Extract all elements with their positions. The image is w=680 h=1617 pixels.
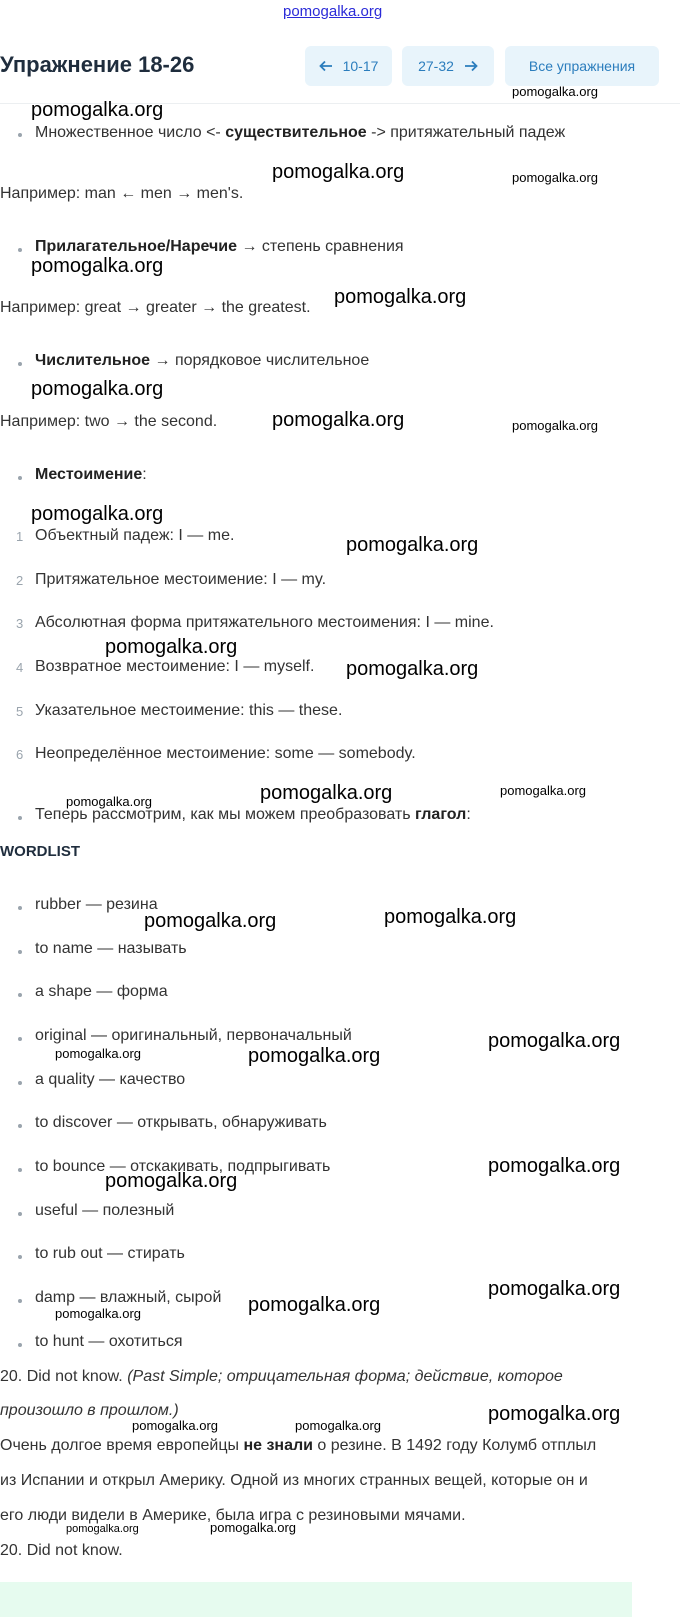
watermark: pomogalka.org <box>384 906 517 928</box>
list-number: 1 <box>16 529 24 544</box>
watermark: pomogalka.org <box>272 161 405 183</box>
list-number: 4 <box>16 660 24 675</box>
list-item-adjective: Прилагательное/Наречие → степень сравнения <box>35 238 404 255</box>
prev-exercises-button[interactable] <box>305 46 392 86</box>
bullet-dot <box>18 1299 22 1303</box>
example-noun: Например: man ← men → men's. <box>0 185 244 202</box>
watermark: pomogalka.org <box>295 1418 381 1433</box>
word-item: original — оригинальный, первоначальный <box>35 1027 352 1044</box>
watermark: pomogalka.org <box>248 1294 381 1316</box>
paragraph-line: из Испании и открыл Америку. Одной из многих странных вещей, которые он и <box>0 1472 588 1489</box>
all-exercises-label: Все упражнения <box>528 58 636 74</box>
pronoun-item: Указательное местоимение: this — these. <box>35 702 343 719</box>
prev-exercises-label: 10-17 <box>342 58 379 74</box>
watermark: pomogalka.org <box>31 99 164 121</box>
pronoun-item: Возвратное местоимение: I — myself. <box>35 658 315 675</box>
bullet-dot <box>18 1255 22 1259</box>
list-number: 6 <box>16 747 24 762</box>
paragraph-line: Очень долгое время европейцы не знали о резине. В 1492 году Колумб отплыл <box>0 1437 597 1454</box>
all-exercises-button[interactable] <box>505 46 659 86</box>
next-exercises-button[interactable] <box>402 46 494 86</box>
list-number: 3 <box>16 616 24 631</box>
word-item: to discover — открывать, обнаруживать <box>35 1114 327 1131</box>
site-link[interactable]: pomogalka.org <box>283 3 383 20</box>
watermark: pomogalka.org <box>346 534 479 556</box>
watermark: pomogalka.org <box>105 1170 238 1192</box>
list-item-verb: Теперь рассмотрим, как мы можем преобразовать глагол: <box>35 806 471 823</box>
pronoun-item: Объектный падеж: I — me. <box>35 527 235 544</box>
arrow-right-icon <box>464 59 478 73</box>
watermark: pomogalka.org <box>105 636 238 658</box>
watermark: pomogalka.org <box>260 782 393 804</box>
watermark: pomogalka.org <box>334 286 467 308</box>
word-item: to hunt — охотиться <box>35 1333 183 1350</box>
pronoun-item: Притяжательное местоимение: I — my. <box>35 571 327 588</box>
watermark: pomogalka.org <box>272 409 405 431</box>
list-number: 5 <box>16 704 24 719</box>
answer-box <box>0 1582 632 1617</box>
watermark: pomogalka.org <box>488 1155 621 1177</box>
example-adjective: Например: great → greater → the greatest. <box>0 299 311 316</box>
paragraph-line: его люди видели в Америке, была игра с резиновыми мячами. <box>0 1507 466 1524</box>
bullet-dot <box>18 1343 22 1347</box>
bullet-dot <box>18 1212 22 1216</box>
watermark: pomogalka.org <box>66 1523 139 1535</box>
list-item-pronoun: Местоимение: <box>35 466 147 483</box>
watermark: pomogalka.org <box>488 1403 621 1425</box>
watermark: pomogalka.org <box>512 170 598 185</box>
bullet-dot <box>18 362 22 366</box>
watermark: pomogalka.org <box>500 783 586 798</box>
word-item: to rub out — стирать <box>35 1245 185 1262</box>
example-numeral: Например: two → the second. <box>0 413 218 430</box>
word-item: a shape — форма <box>35 983 168 1000</box>
list-number: 2 <box>16 573 24 588</box>
bullet-dot <box>18 476 22 480</box>
bullet-dot <box>18 950 22 954</box>
page-title: Упражнение 18-26 <box>0 52 195 77</box>
wordlist-heading: WORDLIST <box>0 843 80 860</box>
bullet-dot <box>18 906 22 910</box>
watermark: pomogalka.org <box>55 1306 141 1321</box>
pronoun-item: Неопределённое местоимение: some — somebody. <box>35 745 416 762</box>
watermark: pomogalka.org <box>132 1418 218 1433</box>
list-item-noun: Множественное число <- существительное -> притяжательный падеж <box>35 124 566 141</box>
word-item: damp — влажный, сырой <box>35 1289 222 1306</box>
watermark: pomogalka.org <box>248 1045 381 1067</box>
answer-line-continued: произошло в прошлом.) <box>0 1402 179 1419</box>
arrow-left-icon <box>319 59 333 73</box>
word-item: to bounce — отскакивать, подпрыгивать <box>35 1158 331 1175</box>
bullet-dot <box>18 993 22 997</box>
bullet-dot <box>18 1168 22 1172</box>
bullet-dot <box>18 133 22 137</box>
list-item-numeral: Числительное → порядковое числительное <box>35 352 370 369</box>
word-item: to name — называть <box>35 940 187 957</box>
watermark: pomogalka.org <box>512 84 598 99</box>
watermark: pomogalka.org <box>346 658 479 680</box>
bullet-dot <box>18 248 22 252</box>
watermark: pomogalka.org <box>31 255 164 277</box>
bullet-dot <box>18 1037 22 1041</box>
word-item: rubber — резина <box>35 896 158 913</box>
next-exercises-label: 27-32 <box>418 58 454 74</box>
watermark: pomogalka.org <box>512 418 598 433</box>
watermark: pomogalka.org <box>31 503 164 525</box>
answer-box-text: 20. Did not know. <box>0 1542 123 1559</box>
watermark: pomogalka.org <box>144 910 277 932</box>
bullet-dot <box>18 816 22 820</box>
watermark: pomogalka.org <box>210 1520 296 1535</box>
bullet-dot <box>18 1124 22 1128</box>
watermark: pomogalka.org <box>55 1046 141 1061</box>
pronoun-item: Абсолютная форма притяжательного местоимения: I — mine. <box>35 614 494 631</box>
bullet-dot <box>18 1081 22 1085</box>
watermark: pomogalka.org <box>488 1030 621 1052</box>
watermark: pomogalka.org <box>31 378 164 400</box>
watermark: pomogalka.org <box>66 794 152 809</box>
word-item: a quality — качество <box>35 1071 186 1088</box>
word-item: useful — полезный <box>35 1202 175 1219</box>
answer-line: 20. Did not know. (Past Simple; отрицательная форма; действие, которое <box>0 1368 563 1385</box>
watermark: pomogalka.org <box>488 1278 621 1300</box>
